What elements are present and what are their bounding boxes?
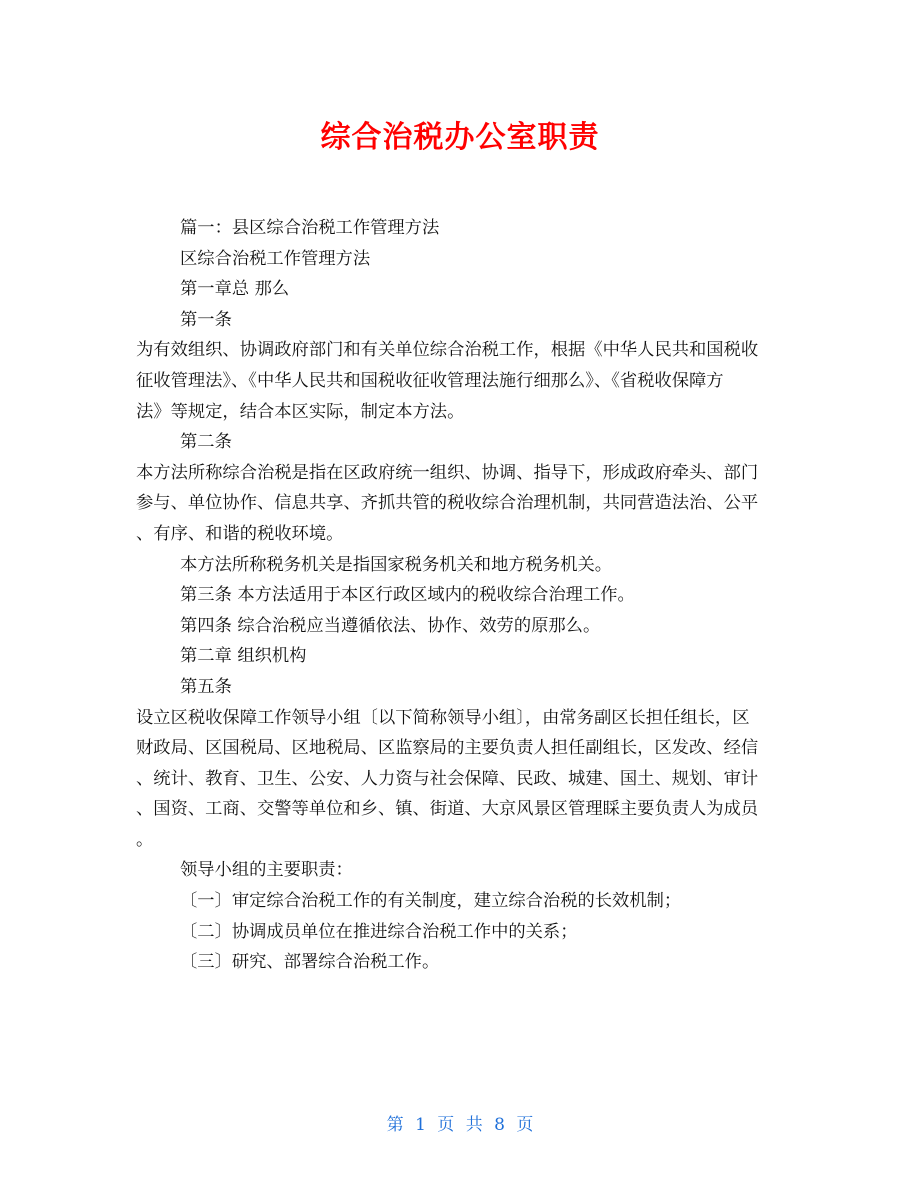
paragraph-line: 为有效组织、协调政府部门和有关单位综合治税工作，根据《中华人民共和国税收 <box>136 340 759 361</box>
paragraph-line: 、有序、和谐的税收环境。 <box>136 523 344 544</box>
document-body <box>136 213 788 978</box>
paragraph-line: 、统计、教育、卫生、公安、人力资与社会保障、民政、城建、国土、规划、审计 <box>136 768 759 789</box>
list-item: 〔一〕审定综合治税工作的有关制度，建立综合治税的长效机制； <box>180 891 682 912</box>
paragraph-line: 本方法所称综合治税是指在区政府统一组织、协调、指导下，形成政府牵头、部门 <box>136 462 759 483</box>
article-heading: 第二条 <box>180 432 232 453</box>
list-item: 〔三〕研究、部署综合治税工作。 <box>180 952 440 973</box>
article-heading: 第五条 <box>180 676 232 697</box>
article-heading: 第一条 <box>180 309 232 330</box>
paragraph-line: 、国资、工商、交警等单位和乡、镇、街道、大京风景区管理睬主要负责人为成员 <box>136 799 759 820</box>
article-line: 第三条 本方法适用于本区行政区域内的税收综合治理工作。 <box>180 585 635 606</box>
paragraph-line: 参与、单位协作、信息共享、齐抓共管的税收综合治理机制，共同营造法治、公平 <box>136 493 759 514</box>
paragraph-line: 本方法所称税务机关是指国家税务机关和地方税务机关。 <box>180 554 613 575</box>
paragraph-line: 领导小组的主要职责： <box>180 860 353 881</box>
chapter-heading: 第一章总 那么 <box>180 279 290 300</box>
document-subtitle: 区综合治税工作管理方法 <box>180 248 371 269</box>
paragraph-line: 财政局、区国税局、区地税局、区监察局的主要负责人担任副组长，区发改、经信 <box>136 738 759 759</box>
paragraph-line: 设立区税收保障工作领导小组〔以下简称领导小组〕，由常务副区长担任组长，区 <box>136 707 750 728</box>
document-title: 综合治税办公室职责 <box>320 120 600 155</box>
paragraph-line: 征收管理法》、《中华人民共和国税收征收管理法施行细那么》、《省税收保障方 <box>136 370 724 391</box>
list-item: 〔二〕协调成员单位在推进综合治税工作中的关系； <box>180 921 578 942</box>
section-heading: 篇一：县区综合治税工作管理方法 <box>180 218 440 238</box>
page-number-footer: 第 1 页 共 8 页 <box>386 1115 534 1135</box>
chapter-heading: 第二章 组织机构 <box>180 646 307 667</box>
paragraph-line: 法》等规定，结合本区实际，制定本方法。 <box>136 401 465 422</box>
paragraph-line: 。 <box>136 829 154 850</box>
article-line: 第四条 综合治税应当遵循依法、协作、效劳的原那么。 <box>180 615 601 636</box>
